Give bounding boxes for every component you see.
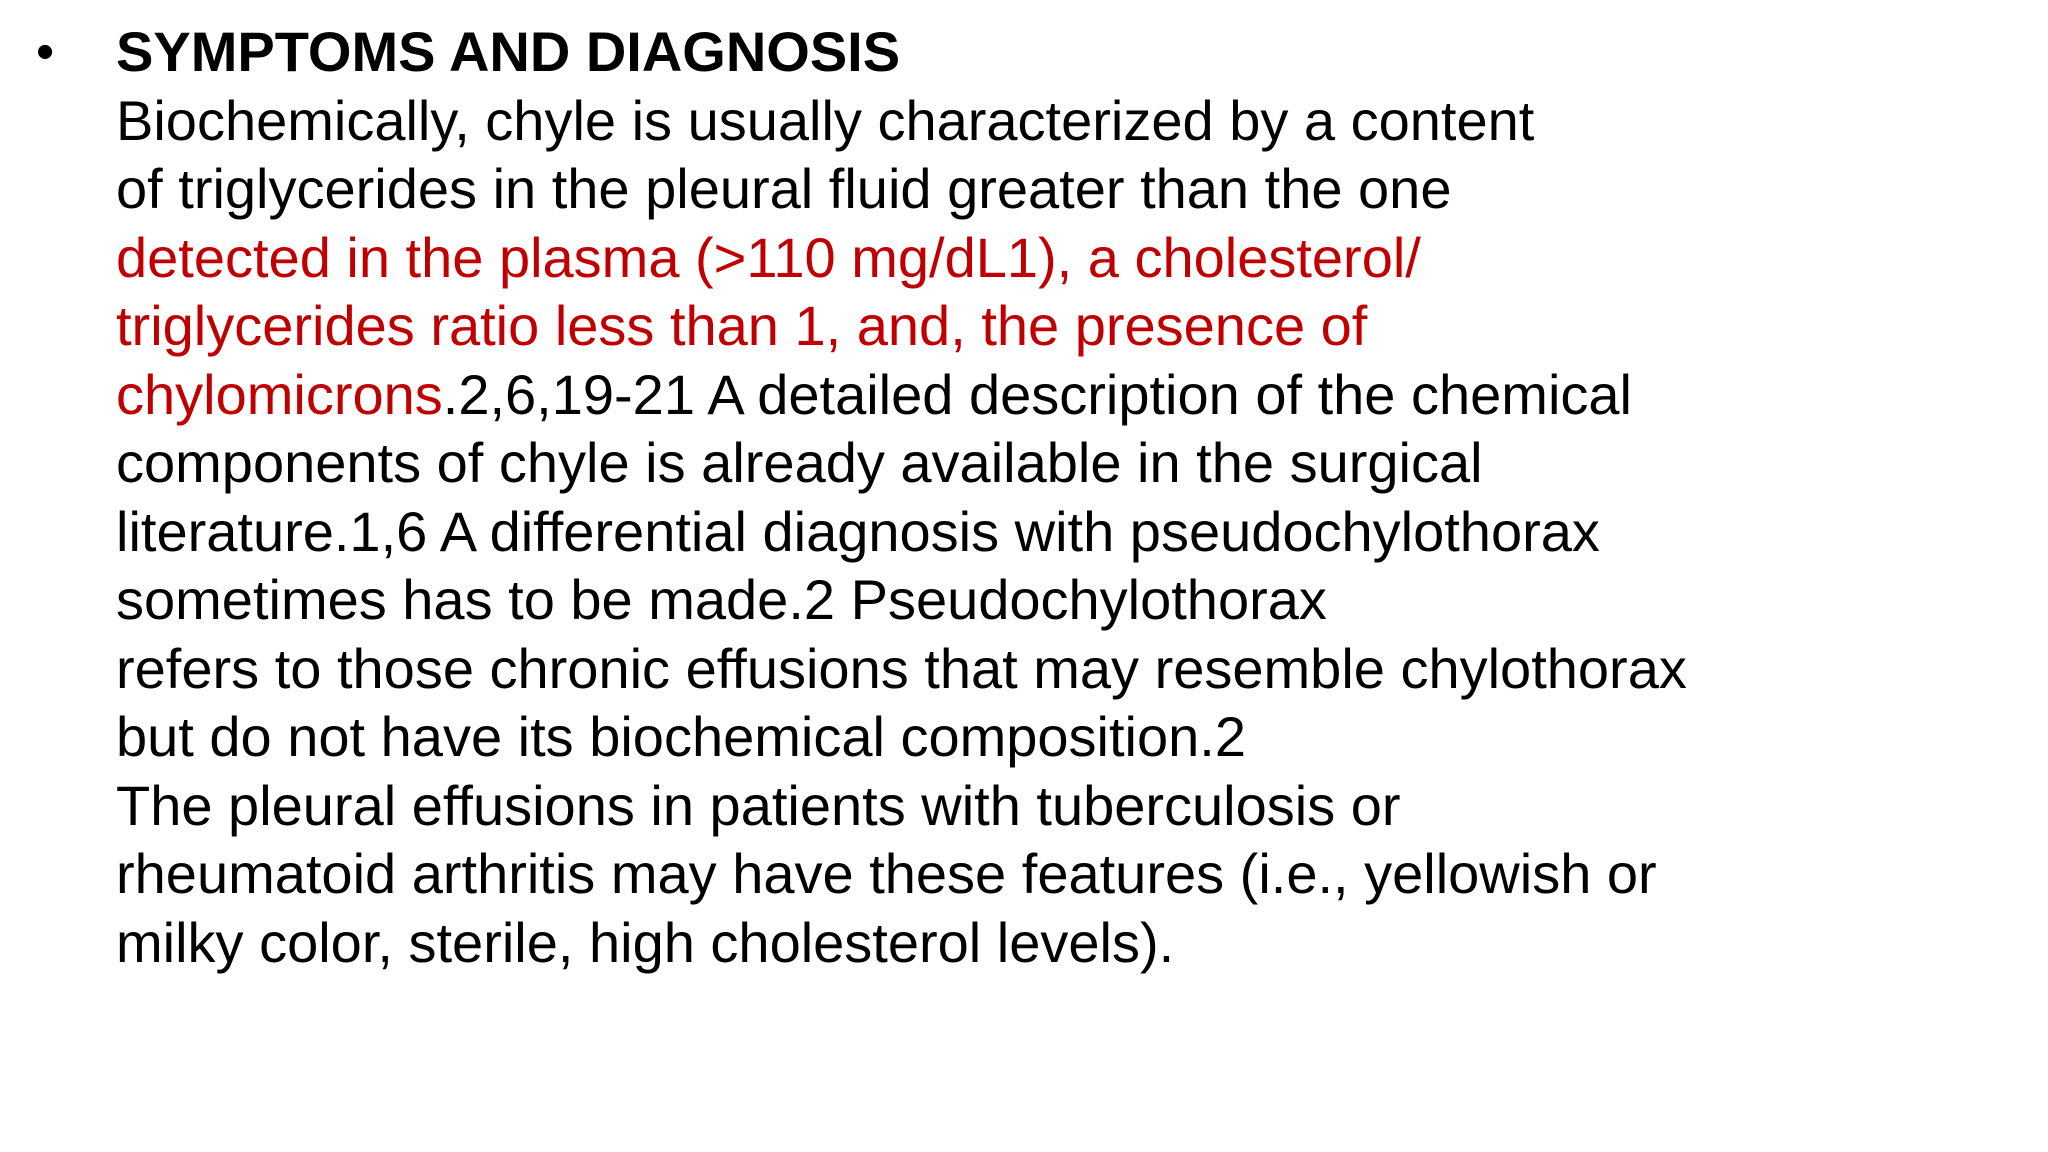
body-line-12: rheumatoid arthritis may have these features (i.e., yellowish or: [116, 842, 1657, 905]
body-line-3-highlighted: detected in the plasma (>110 mg/dL1), a cholesterol/: [116, 225, 1421, 289]
body-line-6: components of chyle is already available in the surgical: [116, 431, 1483, 494]
body-line-5-rest: .2,6,19-21 A detailed description of the chemical: [442, 362, 1632, 426]
slide-body: [116, 18, 2016, 977]
body-line-13: milky color, sterile, high cholesterol levels).: [116, 910, 1175, 974]
body-line-8: sometimes has to be made.2 Pseudochylothorax: [116, 568, 1327, 631]
bullet-point: •: [36, 23, 55, 81]
body-line-9: refers to those chronic effusions that may resemble chylothorax: [116, 636, 1687, 700]
highlighted-term: chylomicrons: [116, 362, 443, 426]
body-line-10: but do not have its biochemical composition.2: [116, 705, 1246, 768]
body-line-7: literature.1,6 A differential diagnosis with pseudochylothorax: [116, 499, 1600, 563]
body-line-11: The pleural effusions in patients with tuberculosis or: [116, 773, 1401, 837]
body-line-4-highlighted: triglycerides ratio less than 1, and, the presence of: [116, 294, 1368, 357]
body-line-2: of triglycerides in the pleural fluid greater than the one: [116, 157, 1452, 220]
body-line-1: Biochemically, chyle is usually characterized by a content: [116, 88, 1535, 152]
body-line-5: [116, 361, 2016, 430]
slide-heading: SYMPTOMS AND DIAGNOSIS: [116, 20, 901, 83]
